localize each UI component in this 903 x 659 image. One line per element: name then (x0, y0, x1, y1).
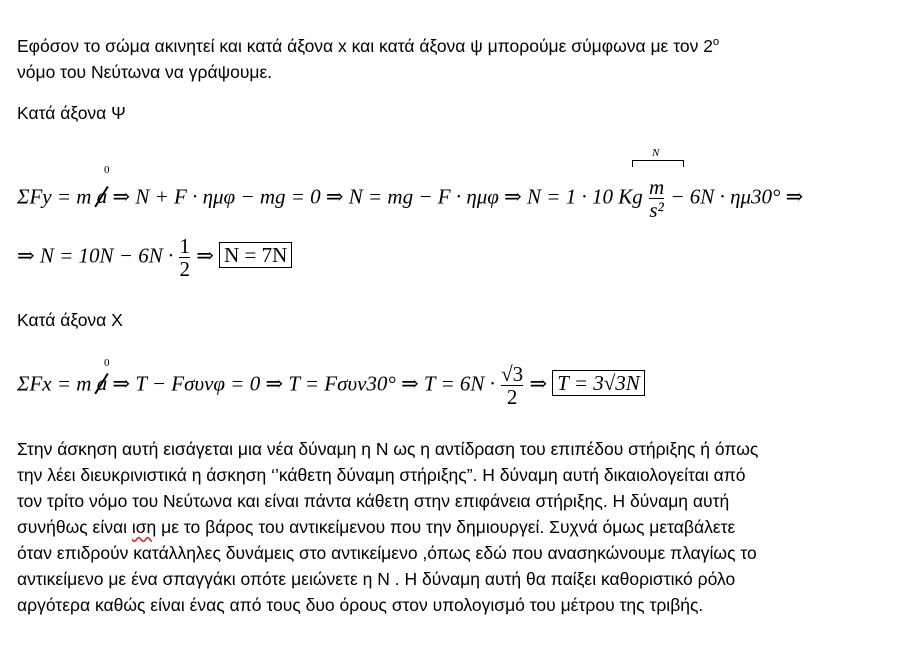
eq-x-acceleration: a (96, 371, 108, 396)
eq-y2-frac-num: 1 (179, 234, 190, 258)
paragraph-line: τον τρίτο νόμο του Νεύτωνα και είναι πάντα κάθετη στην επιφάνεια στήριξης. Η δύναμη αυτή (17, 491, 730, 511)
paragraph-line (17, 514, 883, 540)
intro-superscript: ο (712, 36, 720, 48)
intro-line1: Εφόσον το σώμα ακινητεί και κατά άξονα x και κατά άξονα ψ μπορούμε σύμφωνα με τον 2 (17, 35, 713, 56)
eq-y-kg: Kg (618, 184, 643, 209)
eq-x-part1: ⇒ T − Fσυνφ = 0 ⇒ T = Fσυν30° ⇒ T = 6N · (112, 371, 495, 396)
heading-axis-y: Κατά άξονα Ψ (17, 103, 126, 123)
intro-line2: νόμο του Νεύτωνα να γράψουμε. (17, 61, 273, 82)
eq-y-brace-label: N (652, 147, 660, 159)
eq-y2-frac-den: 2 (179, 257, 190, 282)
paragraph-line4-start: συνήθως είναι (17, 517, 132, 537)
paragraph-line: Στην άσκηση αυτή εισάγεται μια νέα δύναμη η Ν ως η αντίδραση του επιπέδου στήριξης ή όπως (17, 439, 759, 459)
paragraph-line: την λέει διευκρινιστικά η άσκηση ‘’κάθετη δύναμη στήριξης”. Η δύναμη αυτή δικαιολογείται από (17, 465, 746, 485)
eq-x-frac-den: 2 (501, 385, 523, 408)
spelling-flagged-word: ιση (131, 517, 157, 537)
eq-y-lhs: ΣFy = m (17, 184, 92, 209)
equation-x (17, 363, 645, 408)
eq-x-zero-mark: 0 (104, 357, 110, 369)
eq-x-arrow: ⇒ (529, 371, 548, 396)
eq-y-frac-num: m (648, 175, 665, 199)
heading-axis-x: Κατά άξονα Χ (17, 310, 123, 330)
eq-y2-arrow: ⇒ (196, 243, 214, 268)
eq-x-result: T = 3√3N (552, 370, 645, 396)
paragraph-line: όταν επιδρούν κατάλληλες δυνάμεις στο αντικείμενο ,όπως εδώ που ανασηκώνουμε πλαγίως το (17, 543, 757, 563)
equation-y-line2 (17, 235, 292, 280)
explanation-paragraph (17, 436, 883, 618)
paragraph-line: αργότερα καθώς είναι ένας από τους δυο όρους στον υπολογισμό του μέτρου της τριβής. (17, 595, 704, 615)
eq-y-fraction (649, 176, 664, 221)
eq-y2-fraction (179, 235, 190, 280)
eq-x-frac-num: √3 (501, 362, 524, 386)
eq-y2-result: N = 7N (219, 242, 292, 268)
paragraph-line4-end: με το βάρος του αντικείμενου που την δημιουργεί. Συχνά όμως μεταβάλετε (156, 517, 736, 537)
eq-y-part1: ⇒ N + F · ημφ − mg = 0 ⇒ N = mg − F · ημφ ⇒ N = 1 · 10 (112, 184, 613, 209)
eq-x-fraction (501, 363, 523, 408)
eq-y-part2: − 6N · ημ30° ⇒ (670, 184, 804, 209)
eq-y-zero-mark: 0 (104, 164, 110, 176)
intro-paragraph (17, 29, 719, 85)
eq-y-frac-den: s² (649, 198, 664, 223)
eq-x-lhs: ΣFx = m (17, 371, 92, 396)
eq-y-overbrace (632, 160, 684, 167)
paragraph-line: αντικείμενο με ένα σπαγγάκι οπότε μειώνετε η Ν . Η δύναμη αυτή θα παίξει καθοριστικό ρόλο (17, 569, 736, 589)
equation-y-line1 (17, 176, 803, 221)
eq-y2-start: ⇒ N = 10N − 6N · (17, 243, 174, 268)
eq-y-acceleration: a (96, 184, 108, 209)
